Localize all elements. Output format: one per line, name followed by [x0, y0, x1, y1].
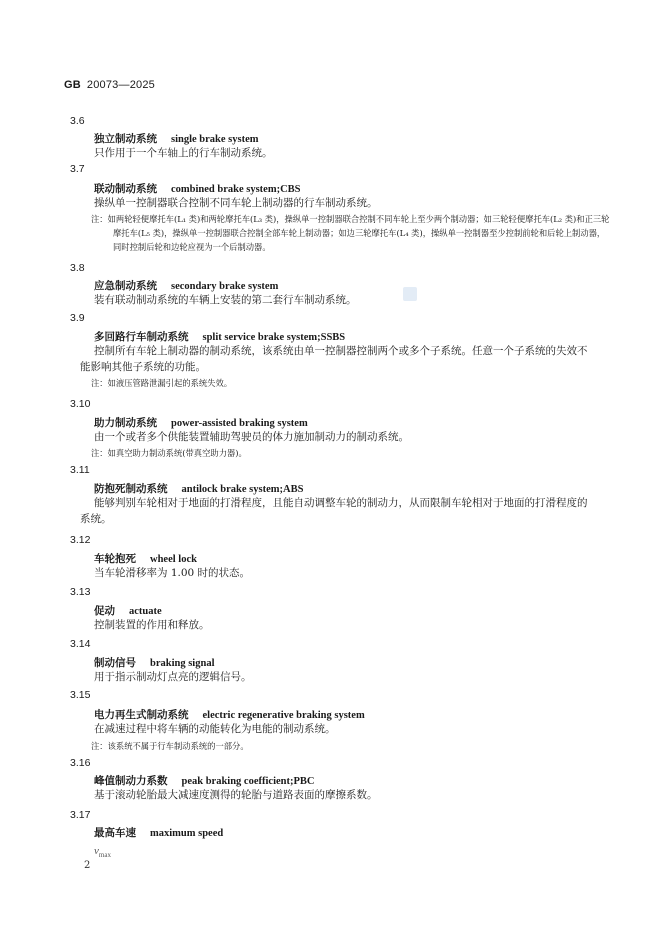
term-en: power-assisted braking system [171, 418, 308, 429]
term-note: 注：如两轮轻便摩托车(L₁ 类)和两轮摩托车(L₃ 类)，操纵单一控制器联合控制不同车轮上至少两个制动器；如三轮轻便摩托车(L₂ 类)和正三轮摩托车(L₅ 类)，操纵单一控制器联合控制全部车轮上制动器；如边三轮摩托车(L₄ 类)，操纵单一控制器至少控制前轮和后轮上制动器，同时控制后轮和边轮应视为一个后制动器。 [91, 214, 610, 252]
term-zh: 促动 [94, 605, 115, 617]
term-title [94, 278, 278, 293]
term-en: split service brake system;SSBS [202, 332, 346, 343]
clause-number: 3.11 [70, 464, 90, 476]
clause-number: 3.9 [70, 312, 85, 324]
term-zh: 峰值制动力系数 [94, 775, 168, 787]
term-en: electric regenerative braking system [202, 710, 365, 721]
term-title [94, 415, 308, 430]
symbol-base: v [94, 845, 99, 857]
term-title [94, 655, 214, 670]
term-note: 注：该系统不属于行车制动系统的一部分。 [91, 741, 249, 751]
clause-number: 3.15 [70, 689, 91, 701]
term-zh: 最高车速 [94, 827, 136, 839]
standard-prefix: GB [64, 79, 81, 91]
term-definition: 在减速过程中将车辆的动能转化为电能的制动系统。 [94, 723, 336, 735]
term-title [94, 131, 259, 146]
term-title [94, 329, 345, 344]
term-zh: 联动制动系统 [94, 183, 157, 195]
term-definition: 只作用于一个车轴上的行车制动系统。 [94, 147, 273, 159]
term-zh: 应急制动系统 [94, 280, 157, 292]
term-zh: 制动信号 [94, 657, 136, 669]
clause-number: 3.7 [70, 163, 85, 175]
term-title [94, 481, 303, 496]
clause-number: 3.8 [70, 262, 85, 274]
clause-number: 3.12 [70, 534, 91, 546]
clause-number: 3.10 [70, 398, 91, 410]
term-note: 注：如真空助力制动系统(带真空助力器)。 [91, 448, 247, 458]
symbol-subscript: max [98, 851, 111, 860]
term-zh: 电力再生式制动系统 [94, 709, 189, 721]
term-title [94, 181, 301, 196]
term-zh: 多回路行车制动系统 [94, 331, 189, 343]
term-definition: 用于指示制动灯点亮的逻辑信号。 [94, 671, 252, 683]
term-title [94, 603, 162, 618]
term-en: actuate [129, 606, 162, 617]
term-definition: 控制所有车轮上制动器的制动系统，该系统由单一控制器控制两个或多个子系统。任意一个子系统的失效不能影响其他子系统的功能。 [80, 345, 588, 373]
term-zh: 独立制动系统 [94, 133, 157, 145]
term-definition: 操纵单一控制器联合控制不同车轮上制动器的行车制动系统。 [94, 197, 378, 209]
clause-number: 3.17 [70, 809, 91, 821]
term-note: 注：如液压管路泄漏引起的系统失效。 [91, 378, 233, 388]
term-definition: 由一个或者多个供能装置辅助驾驶员的体力施加制动力的制动系统。 [94, 431, 409, 443]
term-zh: 车轮抱死 [94, 553, 136, 565]
term-definition: 装有联动制动系统的车辆上安装的第二套行车制动系统。 [94, 294, 357, 306]
term-en: single brake system [171, 134, 259, 145]
term-zh: 助力制动系统 [94, 417, 157, 429]
term-en: braking signal [150, 658, 215, 669]
term-symbol [94, 845, 111, 859]
standard-header [64, 79, 155, 91]
clause-number: 3.14 [70, 638, 91, 650]
term-definition: 控制装置的作用和释放。 [94, 619, 210, 631]
term-title [94, 773, 315, 788]
term-title [94, 551, 197, 566]
term-definition: 基于滚动轮胎最大减速度测得的轮胎与道路表面的摩擦系数。 [94, 789, 378, 801]
term-en: peak braking coefficient;PBC [181, 776, 315, 787]
term-en: wheel lock [150, 554, 197, 565]
page-number: 2 [84, 860, 91, 871]
clause-number: 3.16 [70, 757, 91, 769]
term-definition: 能够判别车轮相对于地面的打滑程度，且能自动调整车轮的制动力，从而限制车轮相对于地面的打滑程度的系统。 [80, 497, 588, 525]
term-zh: 防抱死制动系统 [94, 483, 168, 495]
clause-number: 3.6 [70, 115, 85, 127]
term-definition: 当车轮滑移率为 1.00 时的状态。 [94, 567, 251, 579]
term-title [94, 825, 223, 840]
term-title [94, 707, 365, 722]
clause-number: 3.13 [70, 586, 91, 598]
term-en: combined brake system;CBS [171, 184, 301, 195]
term-en: antilock brake system;ABS [181, 484, 304, 495]
term-en: maximum speed [150, 828, 224, 839]
standard-number: 20073—2025 [86, 79, 155, 91]
term-en: secondary brake system [171, 281, 279, 292]
